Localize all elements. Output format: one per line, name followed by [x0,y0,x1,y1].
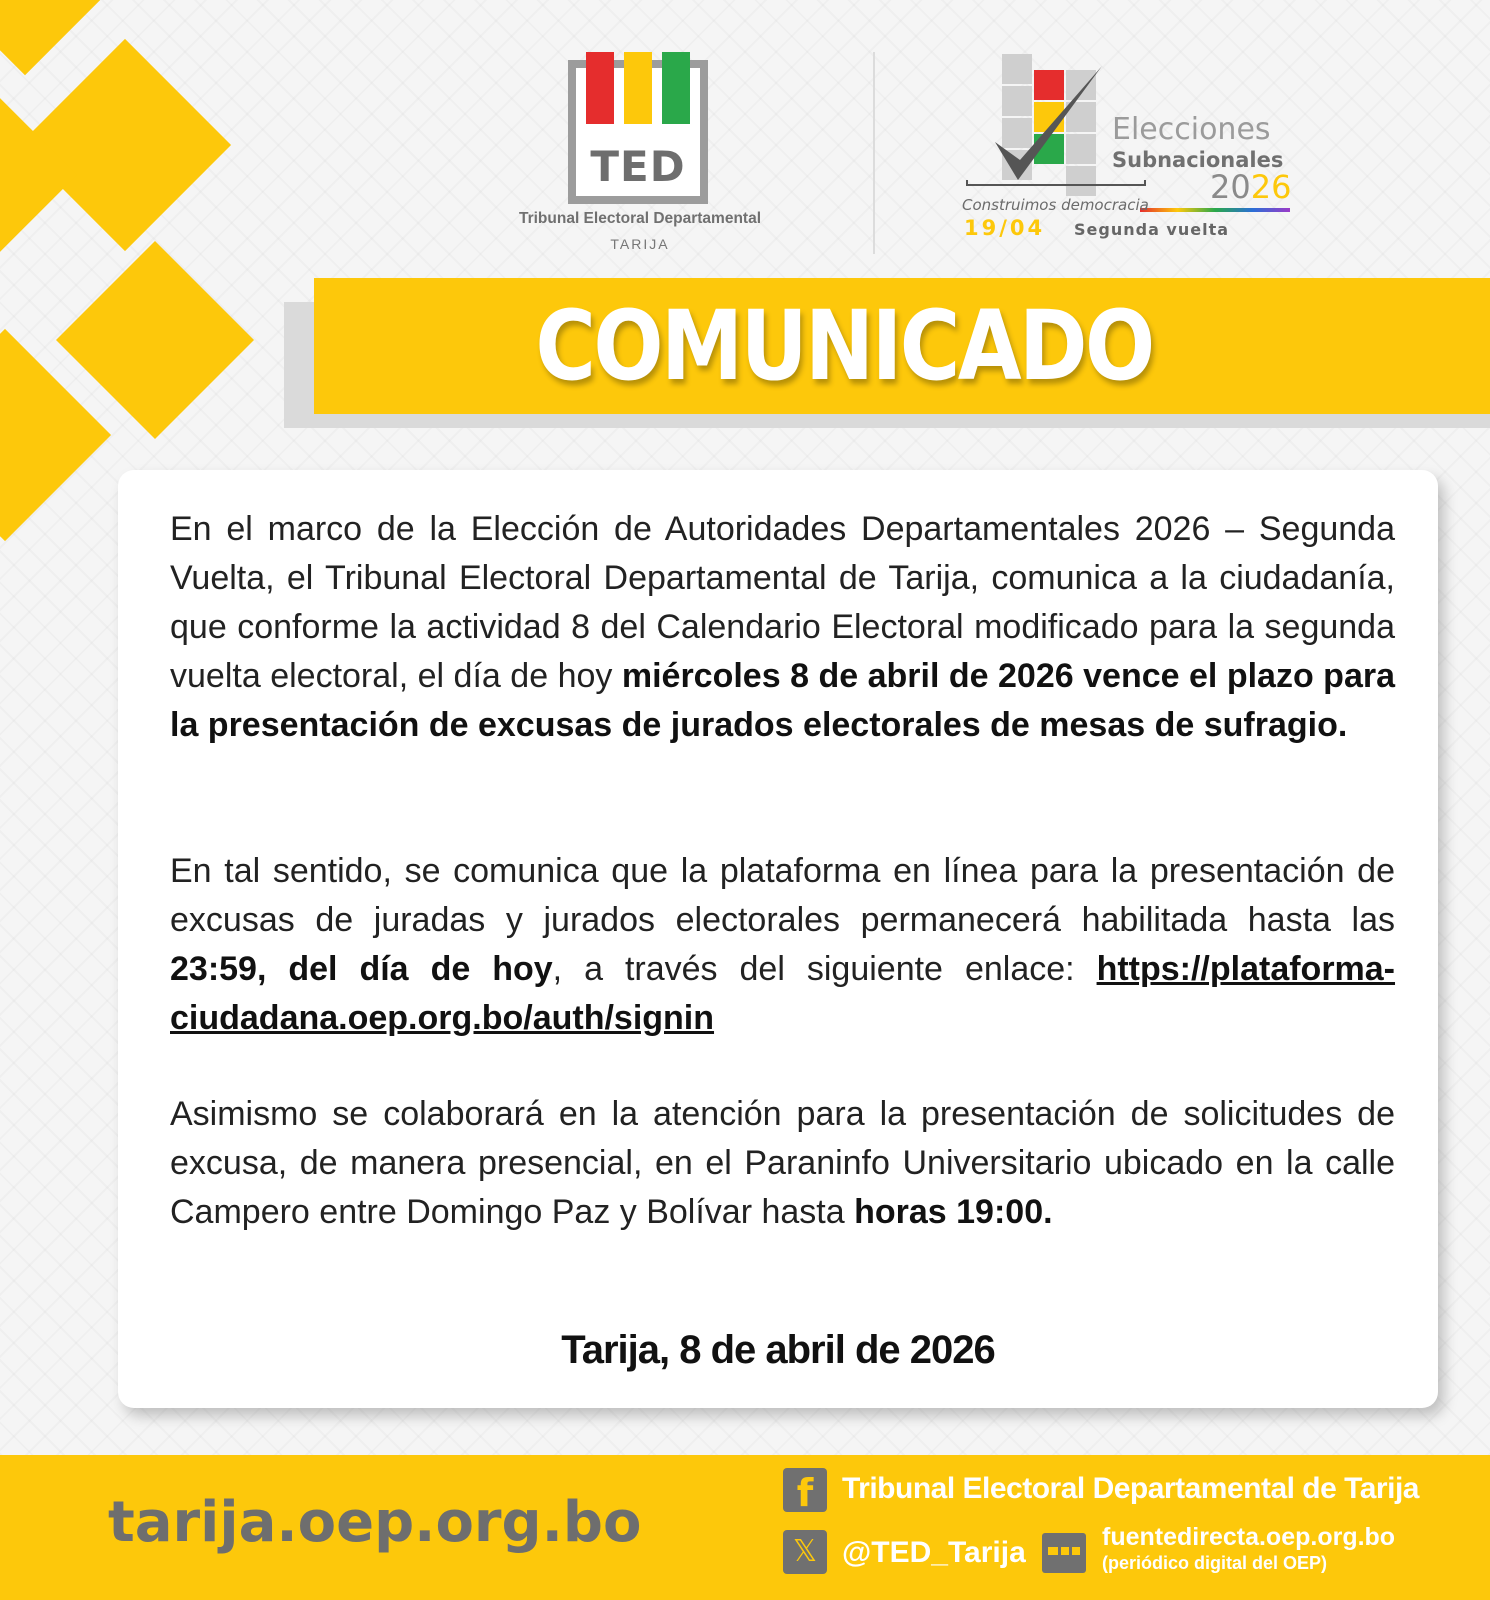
checkmark-icon [990,62,1110,192]
elections-logo [960,52,1310,252]
election-date: 19/04 [964,216,1046,240]
footer-website[interactable]: tarija.oep.org.bo [108,1490,642,1555]
ted-location: TARIJA [610,236,670,252]
paragraph-3: Asimismo se colaborará en la atención para la presentación de solicitudes de excusa, de manera presencial, en el Paraninfo Universitario ubicado en la calle Campero entre Domingo Paz y Bolívar hasta horas 19:00. [170,1095,1395,1231]
x-icon[interactable]: 𝕏 [783,1530,827,1574]
banner-title: COMUNICADO [535,290,1153,402]
ted-caption: Tribunal Electoral Departamental [518,210,762,227]
ballot-box-icon [966,180,1146,186]
facebook-label[interactable]: Tribunal Electoral Departamental de Tarija [842,1472,1419,1505]
election-round: Segunda vuelta [1074,220,1230,239]
platform-link[interactable]: https://plataforma-ciudadana.oep.org.bo/auth/signin [170,950,1396,1037]
paragraph-2: En tal sentido, se comunica que la plataforma en línea para la presentación de excusas de juradas y jurados electorales permanecerá habilitada hasta las 23:59, del día de hoy, a través del siguiente enlace: https://plataforma-ciudadana.oep.org.bo/auth/signin [170,852,1396,1037]
election-slogan: Construimos democracia [962,196,1149,214]
ted-logo-text: TED [590,142,686,191]
news-site[interactable]: fuentedirecta.oep.org.bo [1102,1523,1396,1551]
header-divider [873,52,875,254]
paragraph-1-deadline: miércoles 8 de abril de 2026 vence el plazo para la presentación de excusas de jurados electorales de mesas de sufragio. [170,657,1395,744]
in-person-deadline: horas 19:00. [854,1193,1053,1231]
paragraph-1: En el marco de la Elección de Autoridades Departamentales 2026 – Segunda Vuelta, el Tribunal Electoral Departamental de Tarija, comunica a la ciudadanía, que conforme la actividad 8 del Calendario Electoral modificado para la segunda vuelta electoral, el día de hoy miércoles 8 de abril de 2026 vence el plazo para la presentación de excusas de jurados electorales de mesas de sufragio. [170,510,1395,744]
newspaper-icon[interactable] [1042,1533,1086,1573]
ted-logo [568,52,708,204]
news-note: (periódico digital del OEP) [1102,1553,1328,1573]
election-subtitle: Subnacionales [1112,148,1284,172]
online-deadline: 23:59, del día de hoy [170,950,553,988]
election-title: Elecciones [1112,112,1271,147]
closing-date: Tarija, 8 de abril de 2026 [561,1328,995,1372]
x-handle[interactable]: @TED_Tarija [842,1536,1026,1569]
color-ribbon [1140,208,1290,212]
election-year: 2026 [1210,168,1292,206]
facebook-icon[interactable]: f [783,1468,827,1512]
